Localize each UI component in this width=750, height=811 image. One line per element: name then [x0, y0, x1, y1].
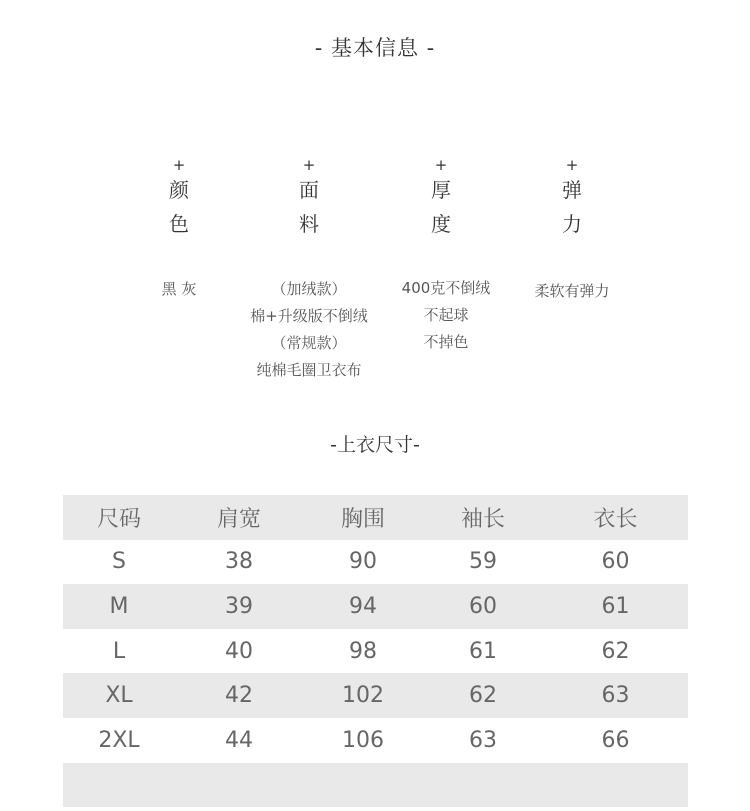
attr-color — [139, 157, 219, 241]
table-row — [63, 718, 688, 763]
table-cell: 59 — [469, 549, 497, 575]
plus-icon: + — [172, 156, 186, 174]
table-cell: 2XL — [98, 727, 140, 753]
table-cell — [423, 763, 543, 808]
table-cell: 61 — [543, 584, 688, 629]
header-cell: 衣长 — [543, 495, 688, 540]
table-cell: XL — [63, 673, 175, 718]
plus-icon: + — [302, 156, 316, 174]
plus-icon: + — [434, 156, 448, 174]
elasticity-value — [512, 278, 632, 305]
size-table — [63, 495, 688, 807]
value-line: 黑 灰 — [161, 280, 197, 298]
attr-char: 面 — [299, 178, 319, 202]
value-line: 400克不倒绒 — [401, 279, 491, 297]
table-cell: 40 — [225, 638, 253, 664]
table-header-row — [63, 495, 688, 540]
table-cell: 39 — [175, 584, 303, 629]
table-cell: 42 — [175, 673, 303, 718]
attr-elasticity — [532, 157, 612, 241]
table-cell: 62 — [601, 638, 630, 664]
table-cell — [303, 763, 423, 808]
table-cell: 38 — [225, 549, 253, 575]
attr-fabric — [269, 157, 349, 241]
table-cell: 61 — [469, 638, 497, 664]
size-section-title: -上衣尺寸- — [330, 434, 420, 456]
table-cell: 98 — [349, 638, 377, 664]
color-value — [119, 276, 239, 303]
table-empty-row — [63, 763, 688, 808]
attr-thickness — [401, 157, 481, 241]
header-cell: 肩宽 — [175, 495, 303, 540]
header-cell: 袖长 — [423, 495, 543, 540]
table-cell: L — [112, 638, 126, 664]
table-cell: 94 — [303, 584, 423, 629]
attr-char: 料 — [299, 212, 319, 236]
attr-char: 度 — [431, 212, 451, 236]
table-cell — [63, 763, 175, 808]
table-cell: 44 — [225, 727, 253, 753]
header-cell: 胸围 — [303, 495, 423, 540]
table-cell: 106 — [342, 727, 384, 753]
thickness-value — [381, 275, 511, 356]
attr-char: 力 — [562, 212, 582, 236]
header-cell: 尺码 — [63, 495, 175, 540]
table-row — [63, 584, 688, 629]
table-cell: S — [112, 549, 126, 575]
attr-char: 弹 — [562, 178, 582, 202]
table-cell: 63 — [543, 673, 688, 718]
table-cell — [543, 763, 688, 808]
value-line: （常规款） — [271, 334, 347, 352]
value-line: （加绒款） — [271, 280, 347, 298]
table-row — [63, 540, 688, 585]
table-cell: 62 — [423, 673, 543, 718]
table-row — [63, 629, 688, 674]
table-cell: 60 — [423, 584, 543, 629]
table-row — [63, 673, 688, 718]
table-cell — [175, 763, 303, 808]
attr-char: 颜 — [169, 178, 189, 202]
fabric-value — [229, 276, 389, 384]
attr-char: 厚 — [431, 178, 451, 202]
table-cell: 102 — [303, 673, 423, 718]
basic-info-title: - 基本信息 - — [314, 36, 436, 60]
value-line: 不起球 — [423, 306, 469, 324]
table-cell: M — [63, 584, 175, 629]
value-line: 柔软有弹力 — [534, 282, 610, 300]
table-cell: 63 — [469, 727, 497, 753]
attr-char: 色 — [169, 212, 189, 236]
table-cell: 90 — [349, 549, 377, 575]
table-cell: 66 — [601, 727, 630, 753]
table-cell: 60 — [601, 549, 630, 575]
value-line: 不掉色 — [423, 333, 469, 351]
value-line: 纯棉毛圈卫衣布 — [256, 361, 362, 379]
plus-icon: + — [565, 156, 579, 174]
value-line: 棉+升级版不倒绒 — [250, 307, 368, 325]
